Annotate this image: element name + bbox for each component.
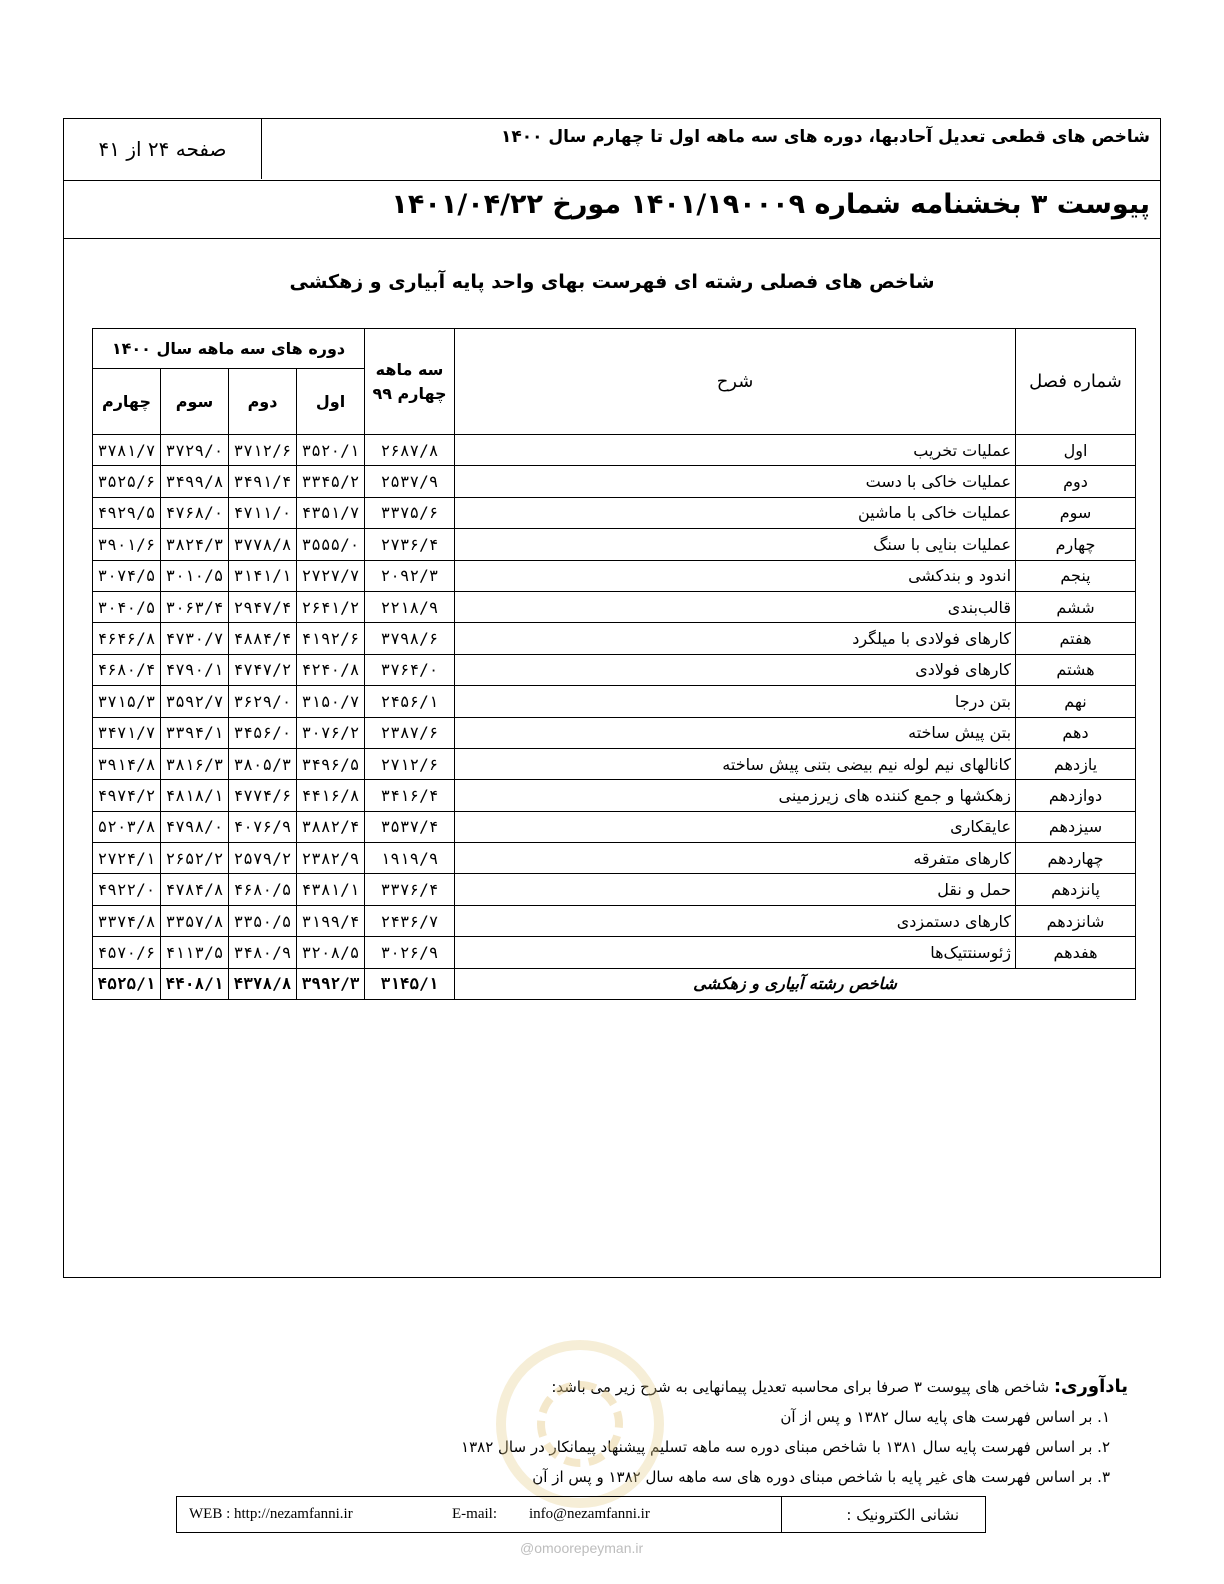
chapter-cell: دوازدهم <box>1016 780 1136 811</box>
q3-value-cell: ۳۸۱۶/۳ <box>161 748 229 779</box>
description-cell: کارهای فولادی با میلگرد <box>455 623 1016 654</box>
base-value-cell: ۲۷۳۶/۴ <box>365 529 455 560</box>
header-description: شرح <box>455 329 1016 435</box>
description-cell: حمل و نقل <box>455 874 1016 905</box>
q4-value-cell: ۵۲۰۳/۸ <box>93 811 161 842</box>
table-row <box>93 905 1136 936</box>
q4-value-cell: ۴۶۴۶/۸ <box>93 623 161 654</box>
base-value-cell: ۳۵۳۷/۴ <box>365 811 455 842</box>
q4-value-cell: ۳۷۸۱/۷ <box>93 435 161 466</box>
q3-value-cell: ۴۷۶۸/۰ <box>161 497 229 528</box>
table-row <box>93 843 1136 874</box>
q4-value-cell: ۴۹۲۲/۰ <box>93 874 161 905</box>
table-row <box>93 717 1136 748</box>
page-frame <box>63 118 1161 1278</box>
table-row <box>93 874 1136 905</box>
base-value-cell: ۲۴۳۶/۷ <box>365 905 455 936</box>
q4-value-cell: ۴۹۷۴/۲ <box>93 780 161 811</box>
q4-value-cell: ۳۰۴۰/۵ <box>93 591 161 622</box>
table-title: شاخص های فصلی رشته ای فهرست بهای واحد پایه آبیاری و زهکشی <box>289 271 935 293</box>
base-value-cell: ۳۷۶۴/۰ <box>365 654 455 685</box>
q2-value-cell: ۴۰۷۶/۹ <box>229 811 297 842</box>
total-q4-cell: ۴۵۲۵/۱ <box>93 968 161 999</box>
table-row <box>93 591 1136 622</box>
q4-value-cell: ۴۵۷۰/۶ <box>93 937 161 968</box>
description-cell: عملیات بنایی با سنگ <box>455 529 1016 560</box>
q2-value-cell: ۲۵۷۹/۲ <box>229 843 297 874</box>
q4-value-cell: ۳۹۰۱/۶ <box>93 529 161 560</box>
description-cell: کارهای فولادی <box>455 654 1016 685</box>
description-cell: ژئوسنتتیک‌ها <box>455 937 1016 968</box>
q4-value-cell: ۳۳۷۴/۸ <box>93 905 161 936</box>
base-value-cell: ۳۳۷۵/۶ <box>365 497 455 528</box>
table-row <box>93 435 1136 466</box>
base-value-cell: ۳۰۲۶/۹ <box>365 937 455 968</box>
table-row <box>93 748 1136 779</box>
q3-value-cell: ۳۳۹۴/۱ <box>161 717 229 748</box>
page-number <box>64 119 262 179</box>
description-cell: قالب‌بندی <box>455 591 1016 622</box>
base-value-cell: ۱۹۱۹/۹ <box>365 843 455 874</box>
q3-value-cell: ۳۰۶۳/۴ <box>161 591 229 622</box>
notes-lead: یادآوری: <box>1053 1376 1128 1397</box>
q1-value-cell: ۳۸۸۲/۴ <box>297 811 365 842</box>
header-q3: سوم <box>161 369 229 435</box>
chapter-cell: نهم <box>1016 686 1136 717</box>
header-q4: چهارم <box>93 369 161 435</box>
q1-value-cell: ۳۵۵۵/۰ <box>297 529 365 560</box>
q3-value-cell: ۴۷۸۴/۸ <box>161 874 229 905</box>
q4-value-cell: ۳۹۱۴/۸ <box>93 748 161 779</box>
chapter-cell: سیزدهم <box>1016 811 1136 842</box>
description-cell: عملیات خاکی با ماشین <box>455 497 1016 528</box>
total-row <box>93 968 1136 999</box>
total-q3-cell: ۴۴۰۸/۱ <box>161 968 229 999</box>
footer-contact <box>176 1496 986 1533</box>
watermark-logo <box>496 1340 664 1508</box>
chapter-cell: چهاردهم <box>1016 843 1136 874</box>
q4-value-cell: ۳۰۷۴/۵ <box>93 560 161 591</box>
header-q1: اول <box>297 369 365 435</box>
base-value-cell: ۳۳۷۶/۴ <box>365 874 455 905</box>
circular-row <box>64 181 1160 239</box>
page-number-text: صفحه ۲۴ از ۴۱ <box>98 137 227 161</box>
q1-value-cell: ۴۳۵۱/۷ <box>297 497 365 528</box>
q3-value-cell: ۴۸۱۸/۱ <box>161 780 229 811</box>
base-value-cell: ۲۲۱۸/۹ <box>365 591 455 622</box>
chapter-cell: سوم <box>1016 497 1136 528</box>
q3-value-cell: ۴۷۹۸/۰ <box>161 811 229 842</box>
description-cell: زهکشها و جمع کننده های زیرزمینی <box>455 780 1016 811</box>
table-row <box>93 654 1136 685</box>
q2-value-cell: ۳۴۹۱/۴ <box>229 466 297 497</box>
table-row <box>93 497 1136 528</box>
q2-value-cell: ۳۴۸۰/۹ <box>229 937 297 968</box>
q2-value-cell: ۴۶۸۰/۵ <box>229 874 297 905</box>
base-value-cell: ۲۵۳۷/۹ <box>365 466 455 497</box>
q1-value-cell: ۲۳۸۲/۹ <box>297 843 365 874</box>
description-cell: بتن پیش ساخته <box>455 717 1016 748</box>
q1-value-cell: ۳۳۴۵/۲ <box>297 466 365 497</box>
chapter-cell: دوم <box>1016 466 1136 497</box>
q1-value-cell: ۳۱۵۰/۷ <box>297 686 365 717</box>
chapter-cell: دهم <box>1016 717 1136 748</box>
note-item-1: ۱. بر اساس فهرست های پایه سال ۱۳۸۲ و پس از آن <box>780 1408 1110 1426</box>
q2-value-cell: ۳۷۷۸/۸ <box>229 529 297 560</box>
table-row <box>93 937 1136 968</box>
base-value-cell: ۲۰۹۲/۳ <box>365 560 455 591</box>
q1-value-cell: ۳۴۹۶/۵ <box>297 748 365 779</box>
document-title: شاخص های قطعی تعدیل آحادبها، دوره های سه ماهه اول تا چهارم سال ۱۴۰۰ <box>501 127 1150 147</box>
q3-value-cell: ۳۴۹۹/۸ <box>161 466 229 497</box>
table-row <box>93 529 1136 560</box>
chapter-cell: ششم <box>1016 591 1136 622</box>
notes <box>228 1372 1128 1492</box>
q3-value-cell: ۲۶۵۲/۲ <box>161 843 229 874</box>
q3-value-cell: ۳۵۹۲/۷ <box>161 686 229 717</box>
q2-value-cell: ۳۴۵۶/۰ <box>229 717 297 748</box>
description-cell: کارهای متفرقه <box>455 843 1016 874</box>
notes-intro-line <box>228 1372 1128 1402</box>
description-cell: عملیات تخریب <box>455 435 1016 466</box>
q2-value-cell: ۳۸۰۵/۳ <box>229 748 297 779</box>
header-base: سه ماهه چهارم ۹۹ <box>365 329 455 435</box>
base-value-cell: ۲۷۱۲/۶ <box>365 748 455 779</box>
header-q2: دوم <box>229 369 297 435</box>
notes-intro: شاخص های پیوست ۳ صرفا برای محاسبه تعدیل پیمانهایی به شرح زیر می باشد: <box>551 1378 1050 1396</box>
description-cell: کارهای دستمزدی <box>455 905 1016 936</box>
total-q1-cell: ۳۹۹۲/۳ <box>297 968 365 999</box>
chapter-cell: پانزدهم <box>1016 874 1136 905</box>
q1-value-cell: ۳۱۹۹/۴ <box>297 905 365 936</box>
note-item-2: ۲. بر اساس فهرست پایه سال ۱۳۸۱ با شاخص مبنای دوره سه ماهه تسلیم پیشنهاد پیمانکار در سال ۱۳۸۲ <box>461 1438 1110 1456</box>
chapter-cell: اول <box>1016 435 1136 466</box>
base-value-cell: ۳۷۹۸/۶ <box>365 623 455 654</box>
q2-value-cell: ۲۹۴۷/۴ <box>229 591 297 622</box>
description-cell: کانالهای نیم لوله نیم بیضی بتنی پیش ساخته <box>455 748 1016 779</box>
q3-value-cell: ۳۸۲۴/۳ <box>161 529 229 560</box>
base-value-cell: ۲۶۸۷/۸ <box>365 435 455 466</box>
chapter-cell: هفتم <box>1016 623 1136 654</box>
total-label-cell: شاخص رشته آبیاری و زهکشی <box>455 968 1136 999</box>
footer-label: نشانی الکترونیک : <box>781 1497 985 1532</box>
q1-value-cell: ۳۲۰۸/۵ <box>297 937 365 968</box>
q3-value-cell: ۴۱۱۳/۵ <box>161 937 229 968</box>
q2-value-cell: ۳۷۱۲/۶ <box>229 435 297 466</box>
total-q2-cell: ۴۳۷۸/۸ <box>229 968 297 999</box>
q3-value-cell: ۳۰۱۰/۵ <box>161 560 229 591</box>
note-item-3: ۳. بر اساس فهرست های غیر پایه با شاخص مبنای دوره های سه ماهه سال ۱۳۸۲ و پس از آن <box>532 1468 1110 1486</box>
description-cell: اندود و بندکشی <box>455 560 1016 591</box>
table-row <box>93 560 1136 591</box>
q4-value-cell: ۳۷۱۵/۳ <box>93 686 161 717</box>
q4-value-cell: ۳۴۷۱/۷ <box>93 717 161 748</box>
q2-value-cell: ۴۸۸۴/۴ <box>229 623 297 654</box>
table-row <box>93 623 1136 654</box>
chapter-cell: پنجم <box>1016 560 1136 591</box>
watermark-url: @omoorepeyman.ir <box>520 1540 644 1556</box>
table-row <box>93 686 1136 717</box>
q4-value-cell: ۴۹۲۹/۵ <box>93 497 161 528</box>
q4-value-cell: ۴۶۸۰/۴ <box>93 654 161 685</box>
q1-value-cell: ۲۷۲۷/۷ <box>297 560 365 591</box>
description-cell: عایقکاری <box>455 811 1016 842</box>
base-value-cell: ۲۳۸۷/۶ <box>365 717 455 748</box>
index-table <box>92 328 1136 1000</box>
website-link[interactable]: WEB : http://nezamfanni.ir <box>189 1506 353 1522</box>
base-value-cell: ۲۴۵۶/۱ <box>365 686 455 717</box>
email-label: E-mail: <box>452 1506 497 1522</box>
q1-value-cell: ۳۰۷۶/۲ <box>297 717 365 748</box>
table-row <box>93 466 1136 497</box>
q1-value-cell: ۲۶۴۱/۲ <box>297 591 365 622</box>
chapter-cell: شانزدهم <box>1016 905 1136 936</box>
circular-title: پیوست ۳ بخشنامه شماره ۱۴۰۱/۱۹۰۰۰۹ مورخ ۱۴۰۱/۰۴/۲۲ <box>391 189 1150 220</box>
base-value-cell: ۳۴۱۶/۴ <box>365 780 455 811</box>
q3-value-cell: ۴۷۹۰/۱ <box>161 654 229 685</box>
q3-value-cell: ۳۷۲۹/۰ <box>161 435 229 466</box>
q4-value-cell: ۳۵۲۵/۶ <box>93 466 161 497</box>
q3-value-cell: ۴۷۳۰/۷ <box>161 623 229 654</box>
header-row <box>64 119 1160 181</box>
description-cell: بتن درجا <box>455 686 1016 717</box>
q2-value-cell: ۴۷۴۷/۲ <box>229 654 297 685</box>
q2-value-cell: ۴۷۱۱/۰ <box>229 497 297 528</box>
q1-value-cell: ۴۳۸۱/۱ <box>297 874 365 905</box>
header-periods-group: دوره های سه ماهه سال ۱۴۰۰ <box>93 329 365 369</box>
chapter-cell: یازدهم <box>1016 748 1136 779</box>
chapter-cell: چهارم <box>1016 529 1136 560</box>
q2-value-cell: ۳۶۲۹/۰ <box>229 686 297 717</box>
table-row <box>93 811 1136 842</box>
q3-value-cell: ۳۳۵۷/۸ <box>161 905 229 936</box>
description-cell: عملیات خاکی با دست <box>455 466 1016 497</box>
q1-value-cell: ۳۵۲۰/۱ <box>297 435 365 466</box>
q2-value-cell: ۴۷۷۴/۶ <box>229 780 297 811</box>
chapter-cell: هفدهم <box>1016 937 1136 968</box>
q1-value-cell: ۴۲۴۰/۸ <box>297 654 365 685</box>
q1-value-cell: ۴۴۱۶/۸ <box>297 780 365 811</box>
total-base-cell: ۳۱۴۵/۱ <box>365 968 455 999</box>
gear-icon <box>537 1381 623 1467</box>
email-link[interactable]: info@nezamfanni.ir <box>529 1506 650 1522</box>
header-chapter: شماره فصل <box>1016 329 1136 435</box>
table-row <box>93 780 1136 811</box>
chapter-cell: هشتم <box>1016 654 1136 685</box>
q1-value-cell: ۴۱۹۲/۶ <box>297 623 365 654</box>
q2-value-cell: ۳۱۴۱/۱ <box>229 560 297 591</box>
q4-value-cell: ۲۷۲۴/۱ <box>93 843 161 874</box>
q2-value-cell: ۳۳۵۰/۵ <box>229 905 297 936</box>
